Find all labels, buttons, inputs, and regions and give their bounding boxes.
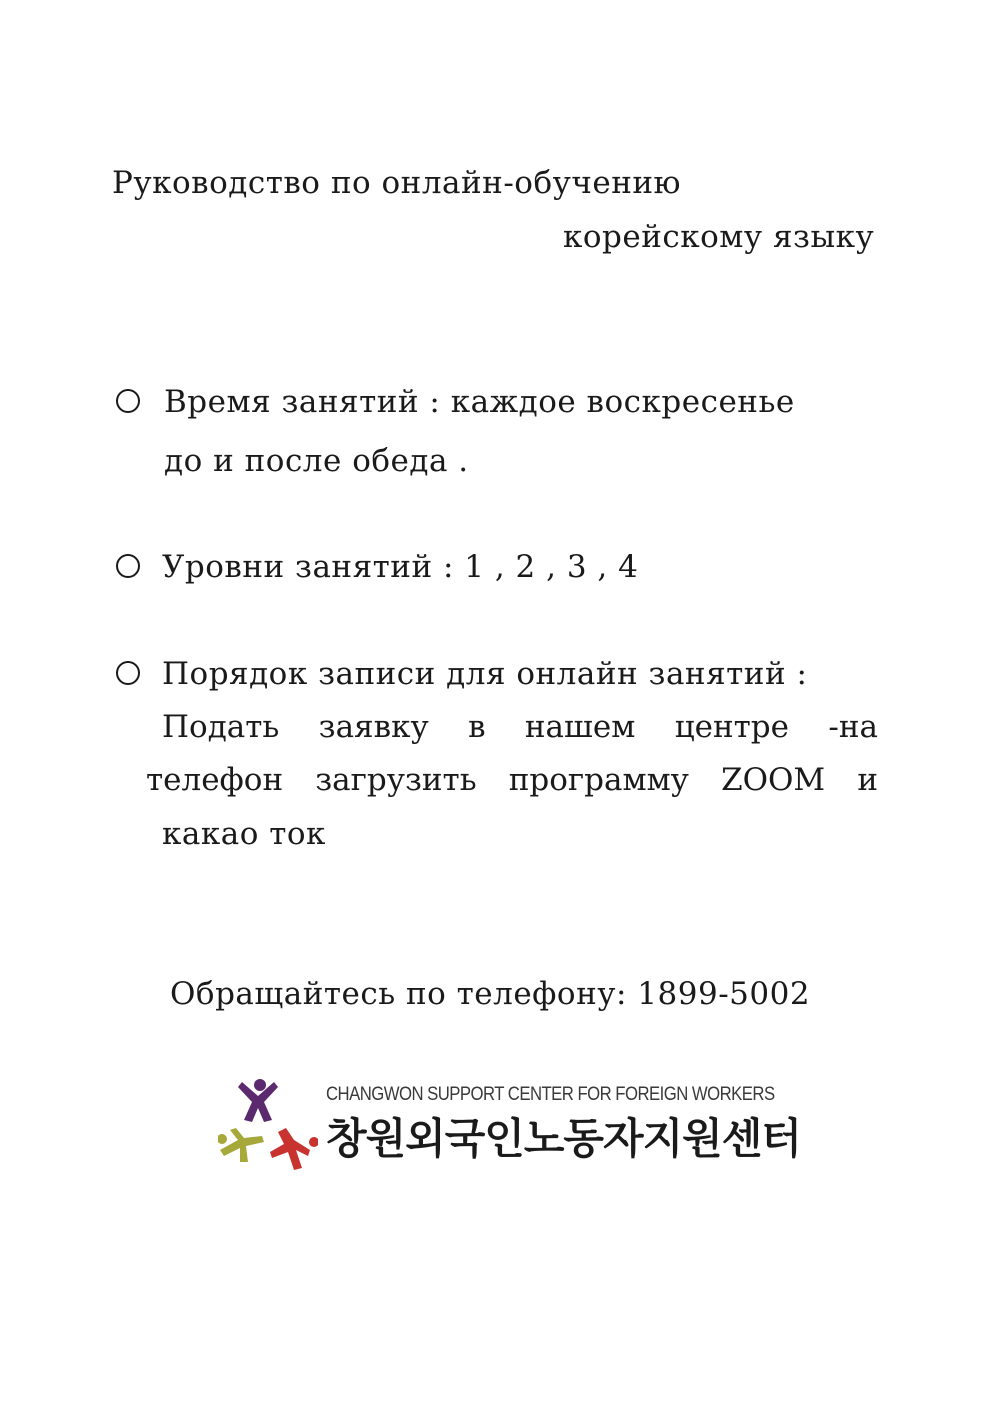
schedule-text-continued: до и после обеда . [164,443,469,479]
contact-phone: Обращайтесь по телефону: 1899-5002 [170,976,811,1012]
title-line-2: корейскому языку [563,219,875,255]
schedule-text: Время занятий : каждое воскресенье [164,384,795,420]
word: Подать [162,709,280,745]
word: и [857,762,878,798]
word: программу [508,762,689,798]
word: заявку [318,709,429,745]
word: в [468,709,486,745]
circle-bullet-icon [116,554,140,578]
word: -на [828,709,878,745]
logo-korean-name: 창원외국인노동자지원센터 [326,1114,801,1163]
circle-bullet-icon [116,661,140,685]
registration-line-3 [146,761,878,799]
registration-line-4: какао ток [162,816,326,852]
registration-text: Порядок записи для онлайн занятий : [162,656,808,692]
center-logo [218,1078,801,1178]
word: телефон [146,762,284,798]
logo-english-name: CHANGWON SUPPORT CENTER FOR FOREIGN WORKERS [326,1084,775,1105]
people-figures-icon [218,1078,318,1178]
word: нашем [524,709,636,745]
levels-text: Уровни занятий : 1 , 2 , 3 , 4 [162,549,639,585]
registration-line-2 [162,708,878,746]
word: центре [674,709,789,745]
circle-bullet-icon [116,389,140,413]
word: ZOOM [721,762,826,798]
title-line-1: Руководство по онлайн-обучению [112,165,682,201]
word: загрузить [315,762,477,798]
